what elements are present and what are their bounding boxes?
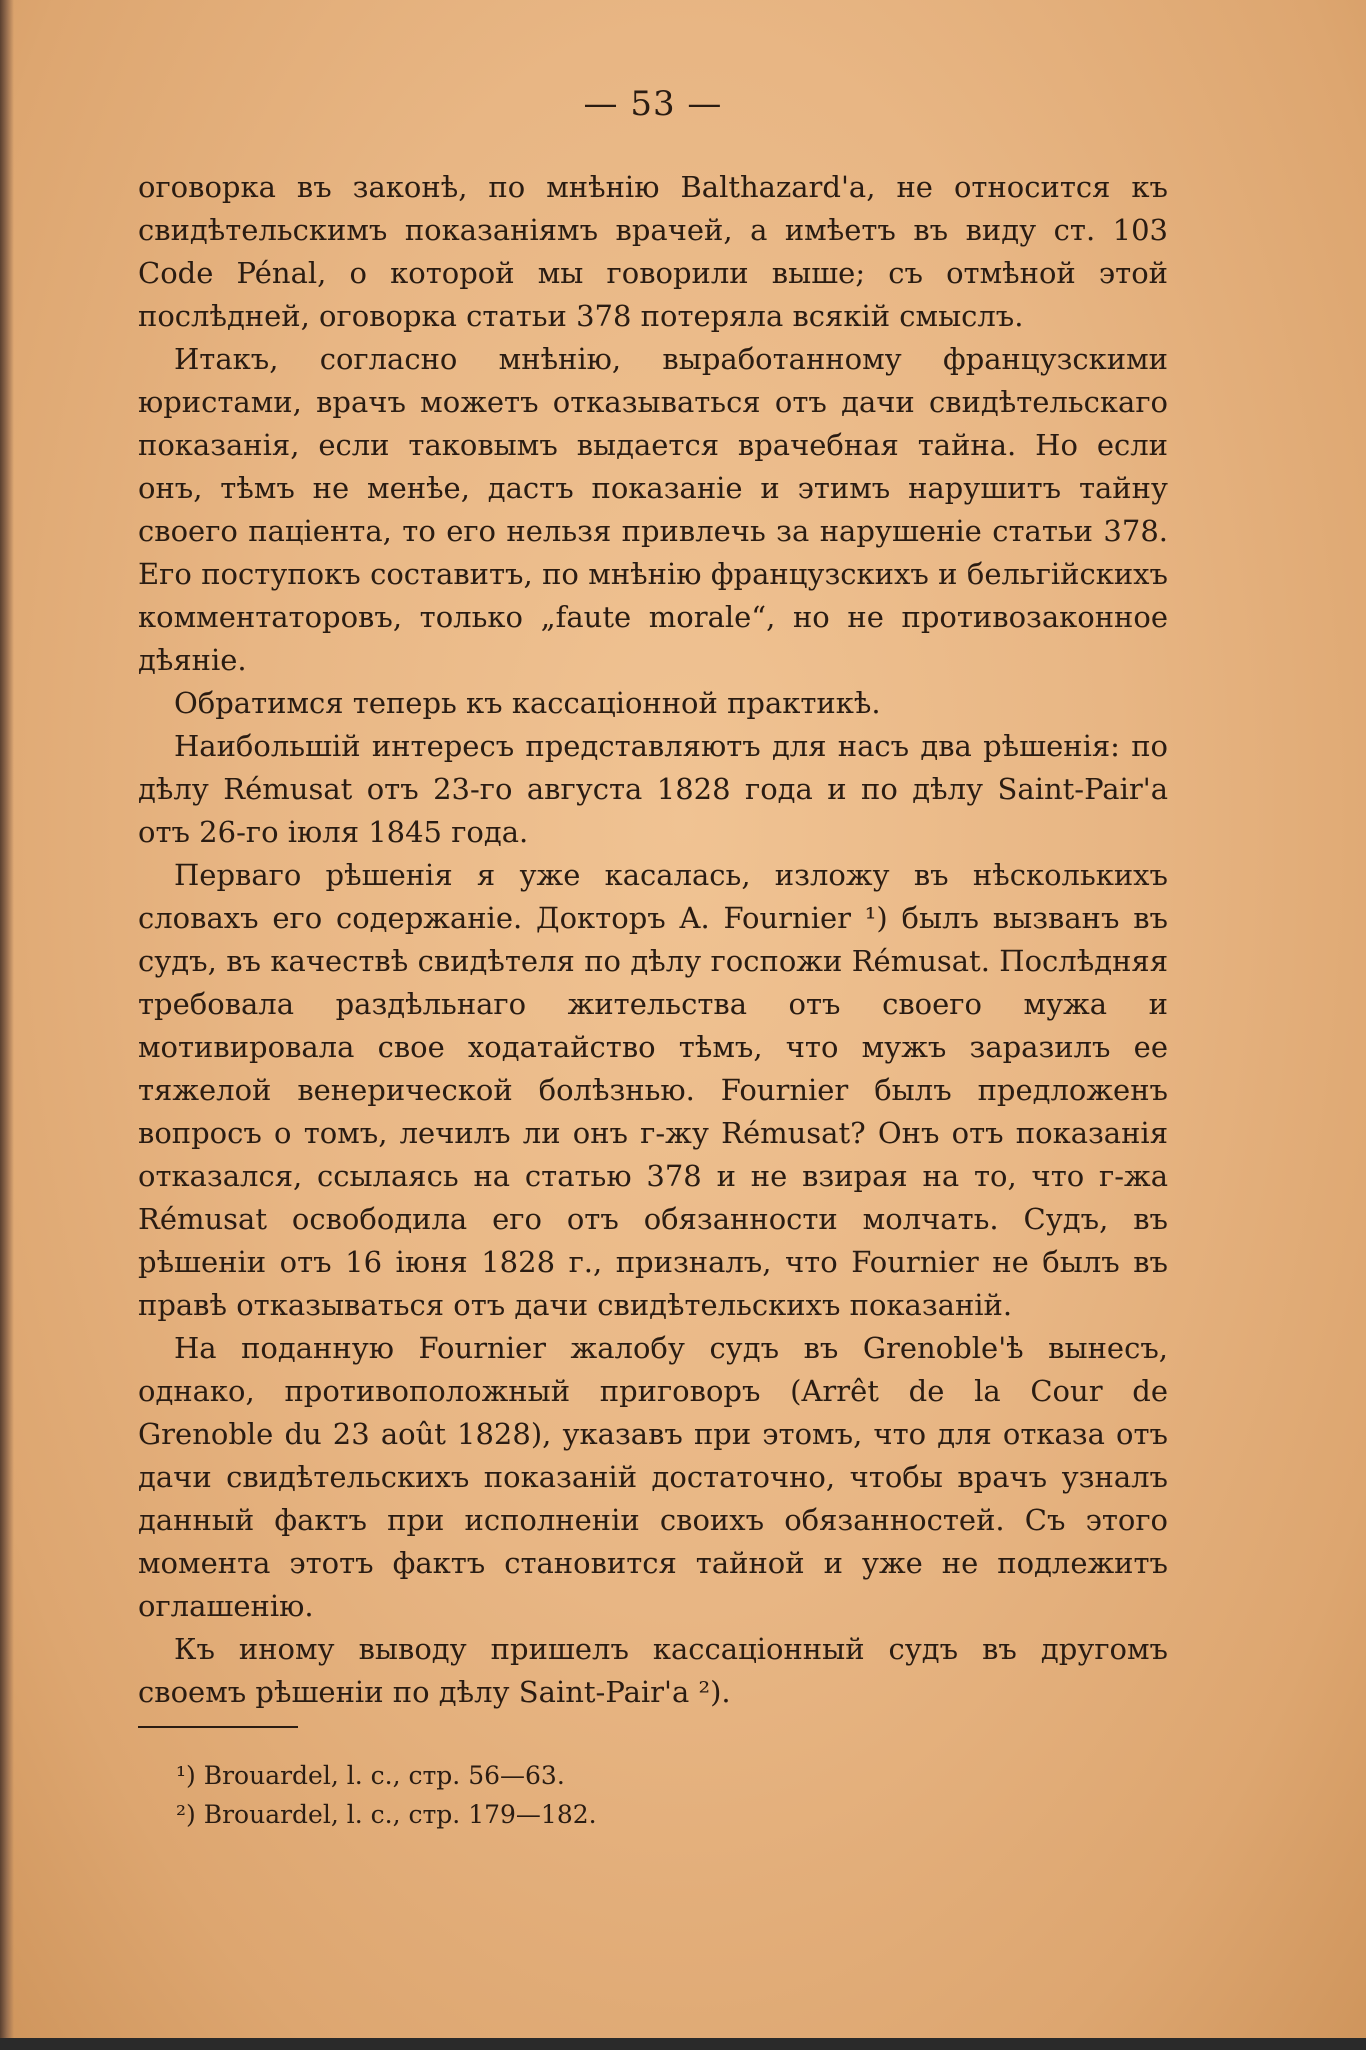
paragraph: Къ иному выводу пришелъ кассаціонный судъ въ другомъ своемъ рѣшеніи по дѣлу Saint-Pair'а ²).: [138, 1632, 1168, 1709]
footnote: ²) Brouardel, l. c., стр. 179—182.: [176, 1800, 597, 1829]
footnotes: [176, 1756, 1076, 1834]
page-number: — 53 —: [583, 84, 723, 124]
paragraph: Наибольшій интересъ представляютъ для насъ два рѣшенія: по дѣлу Rémusat отъ 23-го августа 1828 года и по дѣлу Saint-Pair'а отъ 26-го іюля 1845 года.: [138, 729, 1168, 849]
paragraph: Итакъ, согласно мнѣнію, выработанному французскими юристами, врачъ можетъ отказываться отъ дачи свидѣтельскаго показанія, если таковымъ выдается врачебная тайна. Но если онъ, тѣмъ не менѣе, дастъ показаніе и этимъ нарушитъ тайну своего паціента, то его нельзя привлечь за нарушеніе статьи 378. Его поступокъ составитъ, по мнѣнію французскихъ и бельгійскихъ комментаторовъ, только „faute morale“, но не противозаконное дѣяніе.: [138, 342, 1168, 677]
paragraph: Перваго рѣшенія я уже касалась, изложу въ нѣсколькихъ словахъ его содержаніе. Докторъ A. Fournier ¹) былъ вызванъ въ судъ, въ качествѣ свидѣтеля по дѣлу госпожи Rémusat. Послѣдняя требовала раздѣльнаго жительства отъ своего мужа и мотивировала свое ходатайство тѣмъ, что мужъ заразилъ ее тяжелой венерической болѣзнью. Fournier былъ предложенъ вопросъ о томъ, лечилъ ли онъ г-жу Rémusat? Онъ отъ показанія отказался, ссылаясь на статью 378 и не взирая на то, что г-жа Rémusat освободила его отъ обязанности молчать. Судъ, въ рѣшеніи отъ 16 іюня 1828 г., призналъ, что Fournier не былъ въ правѣ отказываться отъ дачи свидѣтельскихъ показаній.: [138, 858, 1168, 1322]
body-text: [138, 166, 1168, 1714]
footnote-divider: [138, 1726, 298, 1728]
paragraph: Обратимся теперь къ кассаціонной практикѣ.: [174, 686, 881, 720]
paragraph: На поданную Fournier жалобу судъ въ Grenoble'ѣ вынесъ, однако, противоположный приговоръ (Arrêt de la Cour de Grenoble du 23 août 1828), указавъ при этомъ, что для отказа отъ дачи свидѣтельскихъ показаній достаточно, чтобы врачъ узналъ данный фактъ при исполненіи своихъ обязанностей. Съ этого момента этотъ фактъ становится тайной и уже не подлежитъ оглашенію.: [138, 1331, 1168, 1623]
page-binding-edge: [0, 0, 14, 2050]
page-bottom-edge: [0, 2038, 1366, 2050]
footnote: ¹) Brouardel, l. c., стр. 56—63.: [176, 1761, 565, 1790]
paragraph: оговорка въ законѣ, по мнѣнію Balthazard'а, не относится къ свидѣтельскимъ показаніямъ врачей, а имѣетъ въ виду ст. 103 Code Pénal, о которой мы говорили выше; съ отмѣной этой послѣдней, оговорка статьи 378 потеряла всякій смыслъ.: [138, 170, 1168, 333]
